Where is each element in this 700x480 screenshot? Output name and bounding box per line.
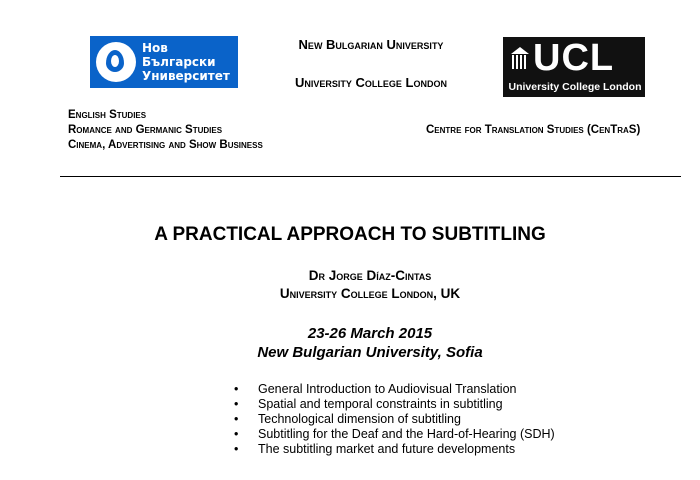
list-item [230, 382, 555, 397]
topic-text: Spatial and temporal constraints in subtitling [258, 397, 503, 411]
topic-text: General Introduction to Audiovisual Translation [258, 382, 517, 396]
lecturer-name: Dr Jorge Díaz-Cintas [308, 268, 432, 283]
ucl-logo-subtitle: University College London [508, 81, 642, 93]
department-cinema-advertising: Cinema, Advertising and Show Business [68, 139, 263, 151]
list-item [230, 397, 555, 412]
bullet-icon: • [234, 382, 239, 396]
list-item [230, 412, 555, 427]
ucl-logo-word: UCL [533, 37, 615, 79]
department-english-studies: English Studies [68, 109, 147, 121]
list-item [230, 442, 555, 457]
bullet-icon: • [234, 412, 239, 426]
nbu-emblem-icon [96, 42, 136, 82]
course-dates: 23-26 March 2015 [307, 325, 433, 342]
topic-text: Technological dimension of subtitling [258, 412, 461, 426]
ucl-portico-icon [511, 47, 529, 71]
topics-list [230, 382, 555, 457]
bullet-icon: • [234, 442, 239, 456]
course-venue: New Bulgarian University, Sofia [257, 344, 483, 361]
nbu-logo [90, 36, 238, 88]
centre-for-translation-studies: Centre for Translation Studies (CenTraS) [426, 124, 641, 136]
lecturer-affiliation: University College London, UK [279, 286, 461, 301]
course-title: A PRACTICAL APPROACH TO SUBTITLING [154, 224, 546, 245]
bullet-icon: • [234, 427, 239, 441]
list-item [230, 427, 555, 442]
header-divider [60, 176, 681, 177]
university-name-nbu: New Bulgarian University [298, 37, 444, 52]
nbu-logo-line-3: Университет [142, 69, 230, 83]
topic-text: Subtitling for the Deaf and the Hard-of-Hearing (SDH) [258, 427, 555, 441]
ucl-logo [503, 37, 645, 97]
department-romance-germanic: Romance and Germanic Studies [68, 124, 223, 136]
nbu-logo-line-1: Нов [142, 41, 168, 55]
nbu-logo-line-2: Български [142, 55, 216, 69]
nbu-logo-text [142, 41, 236, 83]
topic-text: The subtitling market and future developments [258, 442, 516, 456]
bullet-icon: • [234, 397, 239, 411]
university-name-ucl: University College London [295, 75, 447, 90]
